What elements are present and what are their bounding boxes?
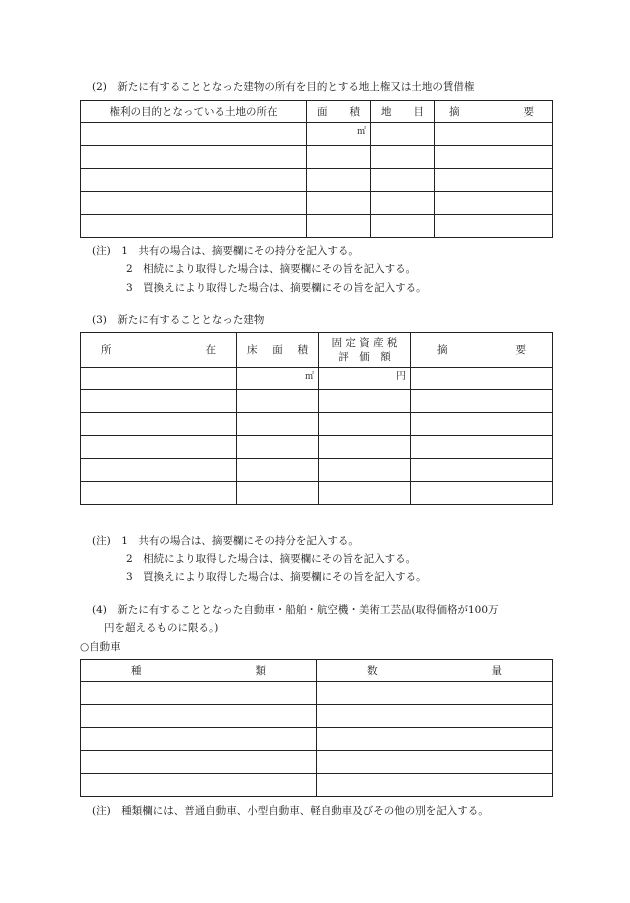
table-row — [81, 728, 553, 751]
table-row — [81, 146, 553, 169]
land-rights-table — [80, 100, 553, 238]
table-row — [81, 682, 553, 705]
table-row — [81, 436, 553, 459]
section2-note-3: 3 買換えにより取得した場合は、摘要欄にその旨を記入する。 — [126, 282, 427, 294]
table-row — [81, 192, 553, 215]
section4-note: (注) 種類欄には、普通自動車、小型自動車、軽自動車及びその他の別を記入する。 — [92, 805, 489, 817]
section3-heading: (3) 新たに有することとなった建物 — [92, 314, 265, 326]
col-area: 面 積 — [307, 101, 371, 123]
section4-heading: (4) 新たに有することとなった自動車・船舶・航空機・美術工芸品(取得価格が100万 — [92, 604, 499, 616]
table-row — [81, 482, 553, 505]
buildings-table — [80, 332, 553, 505]
table-row — [81, 390, 553, 413]
land-category-cell[interactable] — [371, 123, 435, 146]
table-row — [81, 774, 553, 797]
location-cell[interactable] — [81, 368, 237, 390]
section3-note-3: 3 買換えにより取得した場合は、摘要欄にその旨を記入する。 — [126, 571, 427, 583]
col-remarks: 摘 要 — [411, 333, 553, 368]
floor-area-unit[interactable]: ㎡ — [237, 368, 319, 390]
col-assessed-value: 固 定 資 産 税 評 価 額 — [319, 333, 411, 368]
col-location: 所 在 — [81, 333, 237, 368]
table-row — [81, 368, 553, 390]
table-header-row — [81, 101, 553, 123]
table-row — [81, 215, 553, 238]
table-row — [81, 459, 553, 482]
table-row — [81, 751, 553, 774]
area-unit[interactable]: ㎡ — [307, 123, 371, 146]
remarks-cell[interactable] — [411, 368, 553, 390]
table-row — [81, 123, 553, 146]
table-header-row — [81, 333, 553, 368]
col-floor-area: 床 面 積 — [237, 333, 319, 368]
section3-note-1: (注) 1 共有の場合は、摘要欄にその持分を記入する。 — [92, 535, 359, 547]
col-land-category: 地 目 — [371, 101, 435, 123]
assessed-value-unit[interactable]: 円 — [319, 368, 411, 390]
section2-heading: (2) 新たに有することとなった建物の所有を目的とする地上権又は土地の賃借権 — [92, 81, 475, 93]
section2-note-1: (注) 1 共有の場合は、摘要欄にその持分を記入する。 — [92, 245, 359, 257]
table-header-row — [81, 660, 553, 682]
type-cell[interactable] — [81, 682, 317, 705]
remarks-cell[interactable] — [435, 123, 553, 146]
section3-note-2: 2 相続により取得した場合は、摘要欄にその旨を記入する。 — [126, 553, 417, 565]
location-cell[interactable] — [81, 123, 307, 146]
table-row — [81, 705, 553, 728]
automobiles-table — [80, 659, 553, 797]
quantity-cell[interactable] — [317, 682, 553, 705]
col-location: 権利の目的となっている土地の所在 — [81, 101, 307, 123]
col-remarks: 摘 要 — [435, 101, 553, 123]
col-quantity: 数 量 — [317, 660, 553, 682]
table-row — [81, 413, 553, 436]
automobile-subheading: ○自動車 — [80, 641, 121, 653]
table-row — [81, 169, 553, 192]
section2-note-2: 2 相続により取得した場合は、摘要欄にその旨を記入する。 — [126, 263, 417, 275]
section4-heading-cont: 円を超えるものに限る。) — [104, 622, 219, 634]
col-type: 種 類 — [81, 660, 317, 682]
